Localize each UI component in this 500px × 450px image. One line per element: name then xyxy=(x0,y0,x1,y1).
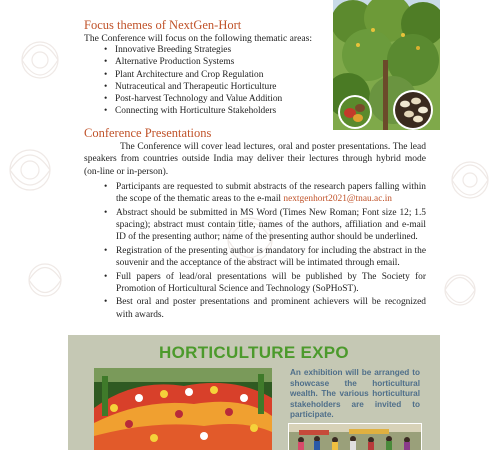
exhibition-visitors-photo xyxy=(288,423,422,450)
email-address: nextgenhort2021@tnau.ac.in xyxy=(283,194,392,205)
bullet-text: Participants are requested to submit abstracts of the research papers falling within the scope of the thematic areas to the e-mail xyxy=(116,182,426,205)
list-item: • Connecting with Horticulture Stakeholders xyxy=(104,105,282,117)
focus-themes-list xyxy=(104,44,282,118)
expo-description: An exhibition will be arranged to showcase the horticultural wealth. The various horticultural stakeholders are invited to participate. xyxy=(290,368,420,420)
presentations-list xyxy=(104,181,426,322)
list-item: • Best oral and poster presentations and prominent achievers will be recognized with awards. xyxy=(104,296,426,320)
list-item: • Abstract should be submitted in MS Word (Times New Roman; Font size 12; 1.5 spacing); abstract must contain title, names of the authors, affiliation and e-mail ID of the presenting author; name of the presenting author should be underlined. xyxy=(104,207,426,244)
presentations-paragraph: The Conference will cover lead lectures, oral and poster presentations. The lead speakers from countries outside India may deliver their lectures through hybrid mode (on-line or in-person). xyxy=(84,142,426,177)
focus-themes-heading: Focus themes of NextGen-Hort xyxy=(84,18,242,32)
horticulture-expo-section xyxy=(68,335,440,450)
list-item: • Post-harvest Technology and Value Addition xyxy=(104,93,282,105)
list-item: • Plant Architecture and Crop Regulation xyxy=(104,69,282,81)
list-item: • Registration of the presenting author is mandatory for including the abstract in the souvenir and the acceptance of the abstract will be intimated through email. xyxy=(104,245,426,269)
focus-themes-intro: The Conference will focus on the following thematic areas: xyxy=(84,33,313,44)
list-item: • Alternative Production Systems xyxy=(104,56,282,68)
list-item: • Full papers of lead/oral presentations will be published by The Society for Promotion of Horticultural Science and Technology (SoPHoST). xyxy=(104,271,426,295)
list-item: • Innovative Breeding Strategies xyxy=(104,44,282,56)
list-item xyxy=(104,181,426,205)
flower-display-photo xyxy=(94,368,272,450)
fruit-tree-photo xyxy=(333,0,440,130)
expo-heading: HORTICULTURE EXPO xyxy=(159,343,349,362)
list-item: • Nutraceutical and Therapeutic Horticulture xyxy=(104,81,282,93)
presentations-heading: Conference Presentations xyxy=(84,126,212,140)
